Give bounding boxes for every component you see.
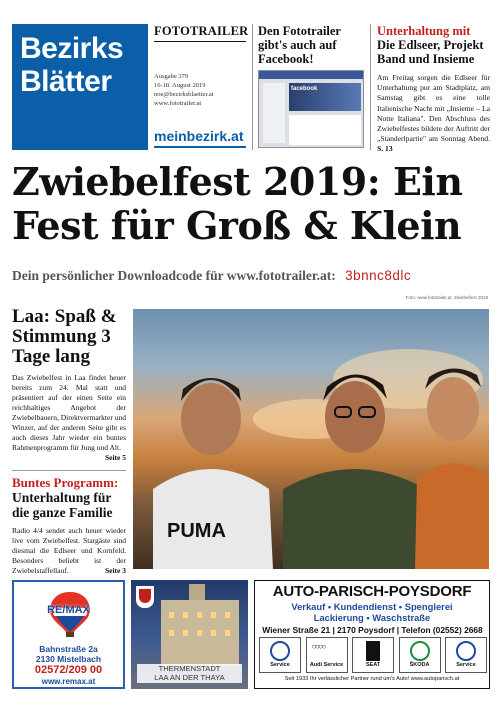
facebook-teaser-title-rest: gibt's auch auf Facebook! (258, 38, 337, 66)
issue-number: Ausgabe 379 (154, 73, 189, 80)
vw-service-logo (259, 637, 301, 673)
brand-underline (154, 146, 246, 148)
town-hall-building (161, 600, 239, 666)
ad-auto-parisch[interactable] (254, 580, 490, 689)
facebook-post (289, 115, 361, 145)
story-programm-body (12, 526, 126, 576)
story-laa-page: Seite 5 (104, 453, 126, 462)
section-title: FOTOTRAILER (154, 24, 246, 42)
window-light (225, 612, 230, 618)
entertainment-teaser-title (377, 24, 490, 66)
entertainment-teaser-page: S. 13 (377, 144, 393, 154)
seat-logo (352, 637, 394, 673)
story-programm-text: Radio 4/4 sendet auch heuer wieder live vom Zwiebelfest. Stargäste sind diesmal die Edlseer und Kornfeld. Besonders beliebt ist der Zwiebelstaffellauf. (12, 526, 126, 575)
remax-street: Bahnstraße 2a (39, 644, 98, 654)
story-laa[interactable] (12, 307, 126, 463)
story-programm-kicker: Buntes Programm: (12, 475, 119, 490)
seat-icon (366, 641, 380, 661)
facebook-label: facebook (291, 86, 318, 92)
remax-city: 2130 Mistelbach (35, 654, 102, 664)
window-light (197, 612, 202, 618)
auto-title: AUTO-PARISCH-POYSDORF (272, 583, 472, 600)
issue-email[interactable]: noe@bezirksblaetter.at (154, 91, 214, 98)
download-code-label: Dein persönlicher Downloadcode für www.fototrailer.at: (12, 268, 336, 283)
remax-phone[interactable]: 02572/209 00 (34, 664, 103, 676)
download-code-line (12, 268, 492, 284)
brand-label: Service (270, 662, 290, 668)
vw-icon (270, 641, 290, 661)
entertainment-teaser-title-rest: Die Edlseer, Projekt Band und Insieme (377, 38, 484, 66)
auto-services-line-1: Verkauf • Kundendienst • Spenglerei (291, 601, 453, 612)
story-programm-title: Unterhaltung für die ganze Familie (12, 490, 113, 520)
laa-caption (137, 664, 242, 683)
brand-label: Service (456, 662, 476, 668)
story-laa-text: Das Zwiebelfest in Laa findet heuer bereits zum 24. Mal statt und präsentiert auf der einen Seite ein reichhaltiges Angebot der Zwiebelbauern, Direktvermarkter und Winzer, auf der anderen Seite gibt es auch dieses Jahr wieder ein buntes Rahmenprogramm für Jung und Alt. (12, 373, 126, 452)
group-of-three-teens (133, 309, 489, 569)
brand-label: ŠKODA (409, 662, 430, 668)
window-light (183, 630, 188, 636)
cover-photo (133, 309, 489, 569)
laa-crest-icon (136, 586, 154, 608)
entertainment-teaser-title-top: Unterhaltung mit (377, 24, 471, 38)
window-light (211, 630, 216, 636)
entertainment-teaser-body (377, 73, 490, 155)
remax-web[interactable]: www.remax.at (41, 677, 96, 686)
auto-address: Wiener Straße 21 | 2170 Poysdorf | Telefon (02552) 2668 (262, 625, 483, 635)
laa-caption-line-1: THERMENSTADT (158, 664, 221, 673)
main-headline: Zwiebelfest 2019: Ein Fest für Groß & Klein (12, 159, 463, 248)
vw-icon (456, 641, 476, 661)
auto-services-line-2: Lackierung • Waschstraße (313, 612, 431, 623)
fototrailer-info (154, 24, 249, 150)
brand-logo-row (259, 637, 487, 673)
svg-text:PUMA: PUMA (167, 520, 226, 542)
logo-line-2: Blätter (20, 65, 112, 98)
audi-rings-icon (312, 644, 342, 656)
facebook-sidebar (263, 83, 285, 143)
window-light (197, 630, 202, 636)
issue-info (154, 72, 214, 108)
facebook-teaser-title-top: Den Fototrailer (258, 24, 341, 38)
story-laa-body (12, 373, 126, 462)
entertainment-teaser-text: Am Freitag sorgen die Edlseer für Unterhaltung pur am Stadtplatz, am Samstag gibt es eine tolle Italienische Nacht mit „Insieme – La Notte Italiana". Den Abschluss des Zwiebelfestes bildete der Auftritt der „Standerlpartie" am Sonntag Abend. (377, 73, 490, 144)
skoda-logo (399, 637, 441, 673)
ad-remax[interactable] (12, 580, 125, 689)
remax-brand: RE/MAX (47, 604, 90, 616)
auto-services (255, 601, 489, 623)
brand-label: SEAT (365, 662, 381, 668)
ad-laa-thermenstadt[interactable] (131, 580, 248, 689)
story-programm[interactable] (12, 470, 126, 576)
laa-caption-line-2: LAA AN DER THAYA (154, 672, 225, 682)
issue-date: 16-18. August 2019 (154, 82, 206, 89)
facebook-topbar (259, 71, 363, 79)
facebook-teaser[interactable] (252, 24, 364, 150)
skoda-icon (410, 641, 430, 661)
issue-web[interactable]: www.fototrailer.at (154, 100, 202, 107)
entertainment-teaser[interactable] (370, 24, 490, 154)
window-light (225, 630, 230, 636)
facebook-screenshot (258, 70, 364, 148)
audi-service-logo (306, 637, 348, 673)
window-light (169, 612, 174, 618)
story-laa-title: Laa: Spaß & Stimmung 3 Tage lang (12, 306, 117, 367)
facebook-teaser-title (258, 24, 364, 66)
auto-footer: Seit 1933 Ihr verlässlicher Partner rund um's Auto! www.autoparisch.at (284, 676, 460, 682)
brand-label: Audi Service (309, 662, 344, 668)
window-light (169, 630, 174, 636)
logo-line-1: Bezirks (20, 32, 124, 65)
photo-credit: Foto: www.fototrailer.at, Zwiebelfest 2019 (405, 295, 488, 300)
download-code[interactable]: 3bnnc8dlc (345, 268, 412, 283)
story-programm-page: Seite 3 (104, 566, 126, 575)
vw-nutzfahrzeuge-logo (445, 637, 487, 673)
window-light (183, 612, 188, 618)
remax-address (14, 644, 123, 664)
bezirksblaetter-logo[interactable] (12, 24, 148, 150)
window-light (211, 612, 216, 618)
meinbezirk-link[interactable]: meinbezirk.at (154, 128, 244, 144)
